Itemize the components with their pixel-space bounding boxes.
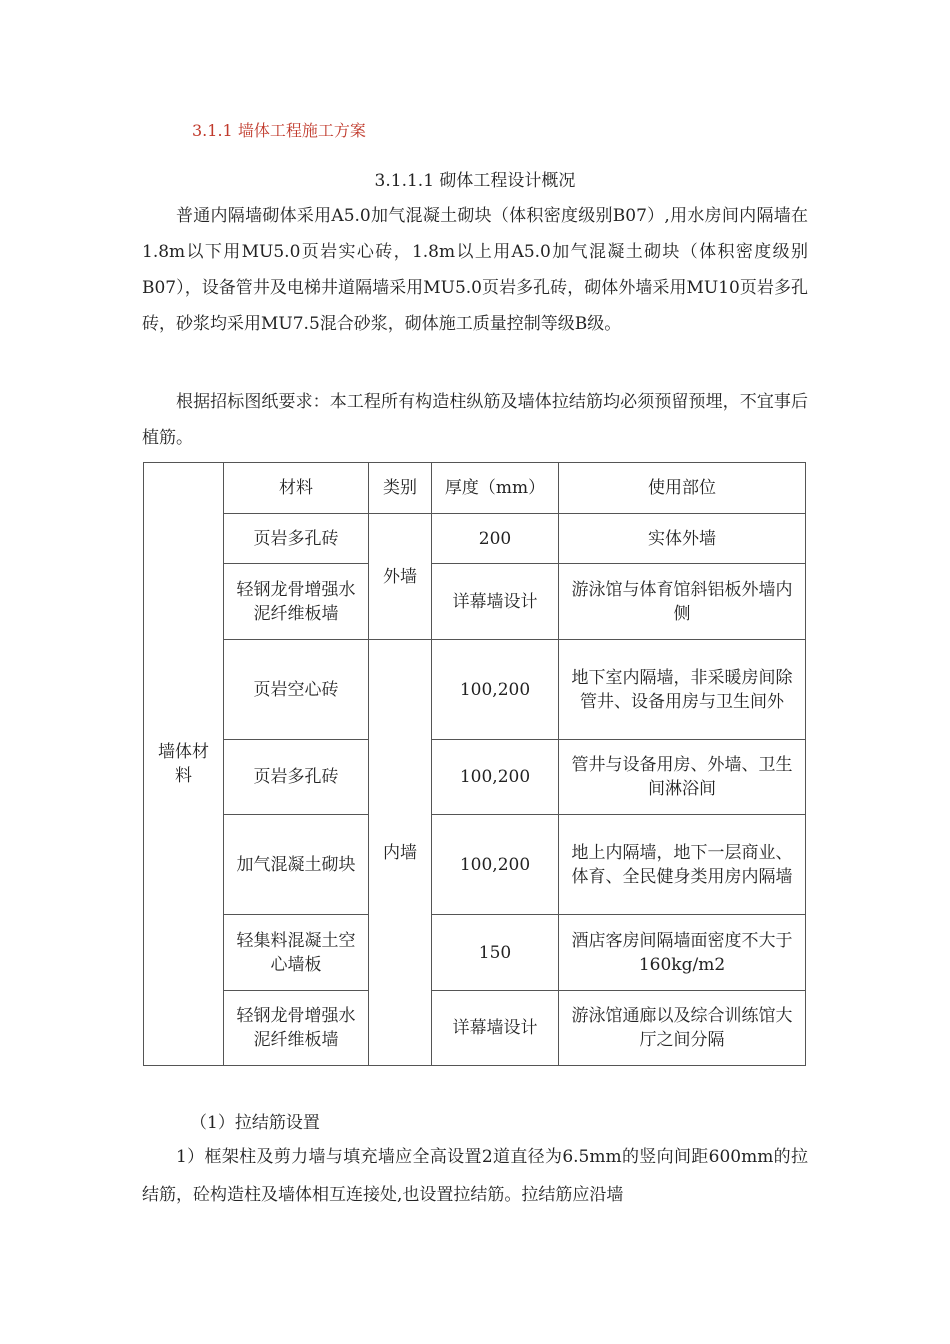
cell-usage: 管井与设备用房、外墙、卫生间淋浴间 xyxy=(559,740,806,815)
cell-material: 轻集料混凝土空心墙板 xyxy=(224,915,369,991)
cell-usage: 地上内隔墙，地下一层商业、体育、全民健身类用房内隔墙 xyxy=(559,815,806,915)
table-row xyxy=(144,514,806,564)
cell-category-interior: 内墙 xyxy=(369,640,432,1066)
cell-material: 页岩多孔砖 xyxy=(224,514,369,564)
table-row xyxy=(144,915,806,991)
heading-title: 墙体工程施工方案 xyxy=(237,121,366,140)
cell-category-exterior: 外墙 xyxy=(369,514,432,640)
cell-thickness: 150 xyxy=(432,915,559,991)
cell-thickness: 100,200 xyxy=(432,640,559,740)
table-row xyxy=(144,640,806,740)
cell-thickness: 详幕墙设计 xyxy=(432,991,559,1066)
table-header-row xyxy=(144,463,806,514)
table-row xyxy=(144,740,806,815)
paragraph-tender-requirement: 根据招标图纸要求：本工程所有构造柱纵筋及墙体拉结筋均必须预留预埋，不宜事后植筋。 xyxy=(142,392,808,448)
cell-usage: 地下室内隔墙，非采暖房间除管井、设备用房与卫生间外 xyxy=(559,640,806,740)
table-row xyxy=(144,815,806,915)
cell-material: 页岩多孔砖 xyxy=(224,740,369,815)
paragraph-design-overview: 普通内隔墙砌体采用A5.0加气混凝土砌块（体积密度级别B07）,用水房间内隔墙在1.8m以下用MU5.0页岩实心砖，1.8m以上用A5.0加气混凝土砌块（体积密度级别B07），设备管井及电梯井道隔墙采用MU5.0页岩多孔砖，砌体外墙采用MU10页岩多孔砖，砂浆均采用MU7.5混合砂浆，砌体施工质量控制等级B级。 xyxy=(142,206,808,334)
cell-thickness: 200 xyxy=(432,514,559,564)
table-row xyxy=(144,991,806,1066)
header-category: 类别 xyxy=(369,463,432,514)
cell-thickness: 100,200 xyxy=(432,740,559,815)
cell-material: 页岩空心砖 xyxy=(224,640,369,740)
cell-usage: 酒店客房间隔墙面密度不大于160kg/m2 xyxy=(559,915,806,991)
header-usage: 使用部位 xyxy=(559,463,806,514)
heading-number: 3.1.1 xyxy=(192,121,233,140)
header-thickness: 厚度（mm） xyxy=(432,463,559,514)
table-row xyxy=(144,564,806,640)
tie-bar-section-title: （1）拉结筋设置 xyxy=(190,1113,320,1133)
wall-material-table xyxy=(143,462,806,1066)
cell-usage: 实体外墙 xyxy=(559,514,806,564)
header-material: 材料 xyxy=(224,463,369,514)
paragraph-tie-bar-setting: 1）框架柱及剪力墙与填充墙应全高设置2道直径为6.5mm的竖向间距600mm的拉结筋，砼构造柱及墙体相互连接处,也设置拉结筋。拉结筋应沿墙 xyxy=(142,1147,808,1205)
cell-material: 轻钢龙骨增强水泥纤维板墙 xyxy=(224,564,369,640)
cell-usage: 游泳馆通廊以及综合训练馆大厅之间分隔 xyxy=(559,991,806,1066)
cell-thickness: 详幕墙设计 xyxy=(432,564,559,640)
cell-usage: 游泳馆与体育馆斜铝板外墙内侧 xyxy=(559,564,806,640)
row-label-wall-material: 墙体材料 xyxy=(144,463,224,1066)
cell-material: 加气混凝土砌块 xyxy=(224,815,369,915)
subsection-heading: 3.1.1.1 砌体工程设计概况 xyxy=(374,171,576,191)
section-heading xyxy=(192,118,366,141)
cell-thickness: 100,200 xyxy=(432,815,559,915)
cell-material: 轻钢龙骨增强水泥纤维板墙 xyxy=(224,991,369,1066)
